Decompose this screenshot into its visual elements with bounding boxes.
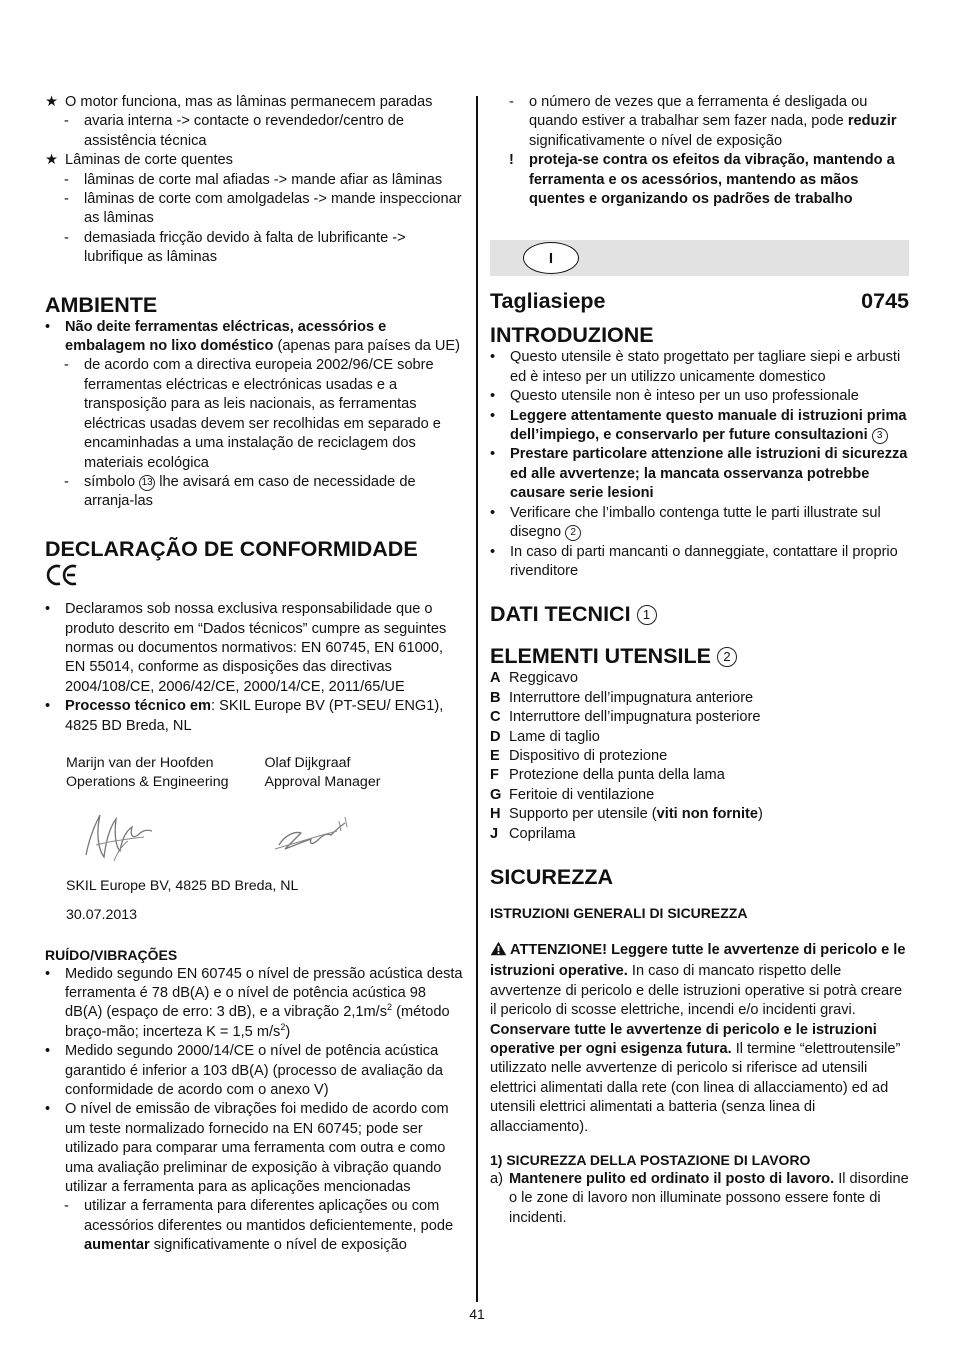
section-heading-dati-tecnici: DATI TECNICI 1 bbox=[490, 601, 909, 627]
part-item: J Coprilama bbox=[490, 825, 576, 842]
section-heading-sicurezza: SICUREZZA bbox=[490, 864, 614, 889]
left-column bbox=[45, 93, 463, 1256]
section-heading-introduzione: INTRODUZIONE bbox=[490, 323, 654, 348]
vibration-warning: ! proteja-se contra os efeitos da vibração, mantendo a ferramenta e os acessórios, mantendo as mãos quentes e organizando os padrões de trabalho bbox=[509, 152, 895, 208]
troubleshoot-sub: - demasiada fricção devido à falta de lubrificante -> lubrifique as lâminas bbox=[64, 229, 406, 266]
ruido-item: • Medido segundo 2000/14/CE o nível de potência acústica garantido é inferior a 103 dB(A) (processo de avaliação da conformidade de acordo com o anexo V) bbox=[45, 1043, 444, 1099]
signature-image bbox=[265, 805, 464, 867]
troubleshoot-text: O motor funciona, mas as lâminas permanecem paradas bbox=[65, 94, 433, 110]
signatory-role: Approval Manager bbox=[264, 774, 381, 791]
column-divider bbox=[476, 96, 478, 1302]
section-heading-ambiente: AMBIENTE bbox=[45, 292, 158, 317]
troubleshoot-sub: - lâminas de corte mal afiadas -> mande afiar as lâminas bbox=[64, 171, 443, 188]
ruido-sub: - utilizar a ferramenta para diferentes aplicações ou com acessórios diferentes ou mantidos deficientemente, pode aumentar significativamente o nível de exposição bbox=[64, 1198, 454, 1254]
intro-item: • Prestare particolare attenzione alle istruzioni di sicurezza ed alle avvertenze; la mancata osservanza potrebbe causare serie lesioni bbox=[490, 446, 908, 502]
part-item: E Dispositivo di protezione bbox=[490, 747, 668, 764]
ruido-item: • O nível de emissão de vibrações foi medido de acordo com um teste normalizado fornecido na EN 60745; pode ser utilizado para comparar uma ferramenta com outra e como uma avaliação preliminar de exposição à vibração quando utilizar a ferramenta para as aplicações mencionadas bbox=[45, 1101, 449, 1196]
signature-image bbox=[66, 805, 265, 867]
warning-triangle-icon bbox=[490, 941, 507, 962]
intro-item: • Leggere attentamente questo manuale di istruzioni prima dell’impiego, e conservarlo per future consultazioni 3 bbox=[490, 407, 907, 444]
signature-block bbox=[45, 754, 463, 867]
star-icon: ★ bbox=[45, 152, 59, 169]
language-badge: I bbox=[523, 242, 579, 274]
part-item: F Protezione della punta della lama bbox=[490, 767, 725, 784]
section-heading-elementi: ELEMENTI UTENSILE 2 bbox=[490, 643, 909, 669]
product-name: Tagliasiepe bbox=[490, 289, 606, 314]
part-item: B Interruttore dell’impugnatura anteriore bbox=[490, 689, 754, 706]
page-number: 41 bbox=[469, 1306, 485, 1322]
figure-ref: 2 bbox=[717, 647, 737, 667]
part-item: C Interruttore dell’impugnatura posteriore bbox=[490, 709, 761, 726]
signatory-name: Olaf Dijkgraaf bbox=[264, 754, 351, 771]
ambiente-sub: - símbolo 13 lhe avisará em caso de necessidade de arranja-las bbox=[64, 473, 416, 510]
subsection-heading: ISTRUZIONI GENERALI DI SICUREZZA bbox=[490, 904, 748, 921]
signatory-role: Operations & Engineering bbox=[66, 774, 229, 791]
ambiente-sub: - de acordo com a directiva europeia 2002/96/CE sobre ferramentas eléctricas e electrónicas usadas e a transposição para as leis nacionais, as ferramentas eléctricas usadas devem ser recolhidas em separado e encaminhadas a uma instalação de reciclagem dos materiais ecológica bbox=[64, 357, 441, 471]
figure-ref: 3 bbox=[872, 428, 888, 444]
safety-warning: ATTENZIONE! Leggere tutte le avvertenze di pericolo e le istruzioni operative. In caso di mancato rispetto delle avvertenze di pericolo e delle istruzioni operative si potrà creare il pericolo di scosse elettriche, incendi e/o incidenti gravi. Conservare tutte le avvertenze di pericolo e le istruzioni operative per ogni esigenza futura. Il termine “elettroutensile” utilizzato nelle avvertenze di pericolo si riferisce ad utensili elettrici alimentati dalla rete (con linea di allacciamento) ed ad utensili elettrici alimentati a batteria (senza linea di allacciamento). bbox=[490, 941, 906, 1135]
troubleshoot-sub: - avaria interna -> contacte o revendedor/centro de assistência técnica bbox=[64, 113, 405, 149]
product-title bbox=[490, 288, 909, 314]
troubleshoot-sub: - lâminas de corte com amolgadelas -> mande inspeccionar as lâminas bbox=[64, 191, 462, 227]
section-heading-ruido: RUÍDO/VIBRAÇÕES bbox=[45, 946, 178, 963]
part-item: H Supporto per utensile (viti non fornite) bbox=[490, 806, 763, 823]
intro-item: • Verificare che l’imballo contenga tutte le parti illustrate sul disegno 2 bbox=[490, 504, 881, 541]
company-address: SKIL Europe BV, 4825 BD Breda, NL bbox=[66, 877, 299, 894]
language-bar bbox=[490, 240, 909, 276]
ce-mark bbox=[45, 564, 463, 592]
intro-item: • Questo utensile è stato progettato per tagliare siepi e arbusti ed è inteso per un utilizzo unicamente domestico bbox=[490, 349, 901, 385]
ruido-item: • Medido segundo EN 60745 o nível de pressão acústica desta ferramenta é 78 dB(A) e o nível de potência acústica 98 dB(A) (espaço de erro: 3 dB), e a vibração $2,1m/s^2$ (método braço-mão; incerteza K = 1,5 $m/s^2$) bbox=[45, 965, 463, 1040]
part-item: A Reggicavo bbox=[490, 670, 578, 687]
part-item: G Feritoie di ventilazione bbox=[490, 786, 655, 803]
symbol-ref: 13 bbox=[139, 475, 155, 491]
troubleshoot-text: Lâminas de corte quentes bbox=[65, 152, 233, 169]
troubleshoot-item bbox=[45, 93, 463, 112]
intro-item: • Questo utensile non è inteso per un uso professionale bbox=[490, 388, 859, 405]
right-column bbox=[490, 93, 909, 1228]
safety-rule: a) Mantenere pulito ed ordinato il posto di lavoro. Il disordine o le zone di lavoro non illuminate possono essere fonte di incidenti. bbox=[490, 1171, 909, 1226]
product-code: 0745 bbox=[861, 289, 909, 314]
troubleshoot-item bbox=[45, 151, 463, 170]
star-icon: ★ bbox=[45, 94, 59, 110]
section-workplace-safety: 1) SICUREZZA DELLA POSTAZIONE DI LAVORO bbox=[490, 1152, 811, 1169]
intro-item: • In caso di parti mancanti o danneggiate, contattare il proprio rivenditore bbox=[490, 543, 898, 579]
figure-ref: 1 bbox=[637, 605, 657, 625]
signatory-name: Marijn van der Hoofden bbox=[66, 754, 214, 771]
declaracao-item: • Declaramos sob nossa exclusiva responsabilidade que o produto descrito em “Dados técnicos” cumpre as seguintes normas ou documentos normativos: EN 60745, EN 61000, EN 55014, conforme as disposições das directivas 2004/108/CE, 2006/42/CE, 2000/14/CE, 2011/65/UE bbox=[45, 601, 447, 695]
declaracao-item: • Processo técnico em: SKIL Europe BV (PT-SEU/ ENG1), 4825 BD Breda, NL bbox=[45, 698, 444, 734]
ambiente-item: • Não deite ferramentas eléctricas, acessórios e embalagem no lixo doméstico (apenas para países da UE) bbox=[45, 318, 461, 355]
section-heading-declaracao: DECLARAÇÃO DE CONFORMIDADE bbox=[45, 536, 418, 561]
declaration-date: 30.07.2013 bbox=[66, 907, 138, 924]
figure-ref: 2 bbox=[565, 525, 581, 541]
ruido-sub: - o número de vezes que a ferramenta é desligada ou quando estiver a trabalhar sem fazer nada, pode reduzir significativamente o nível de exposição bbox=[509, 94, 897, 149]
part-item: D Lame di taglio bbox=[490, 728, 600, 745]
